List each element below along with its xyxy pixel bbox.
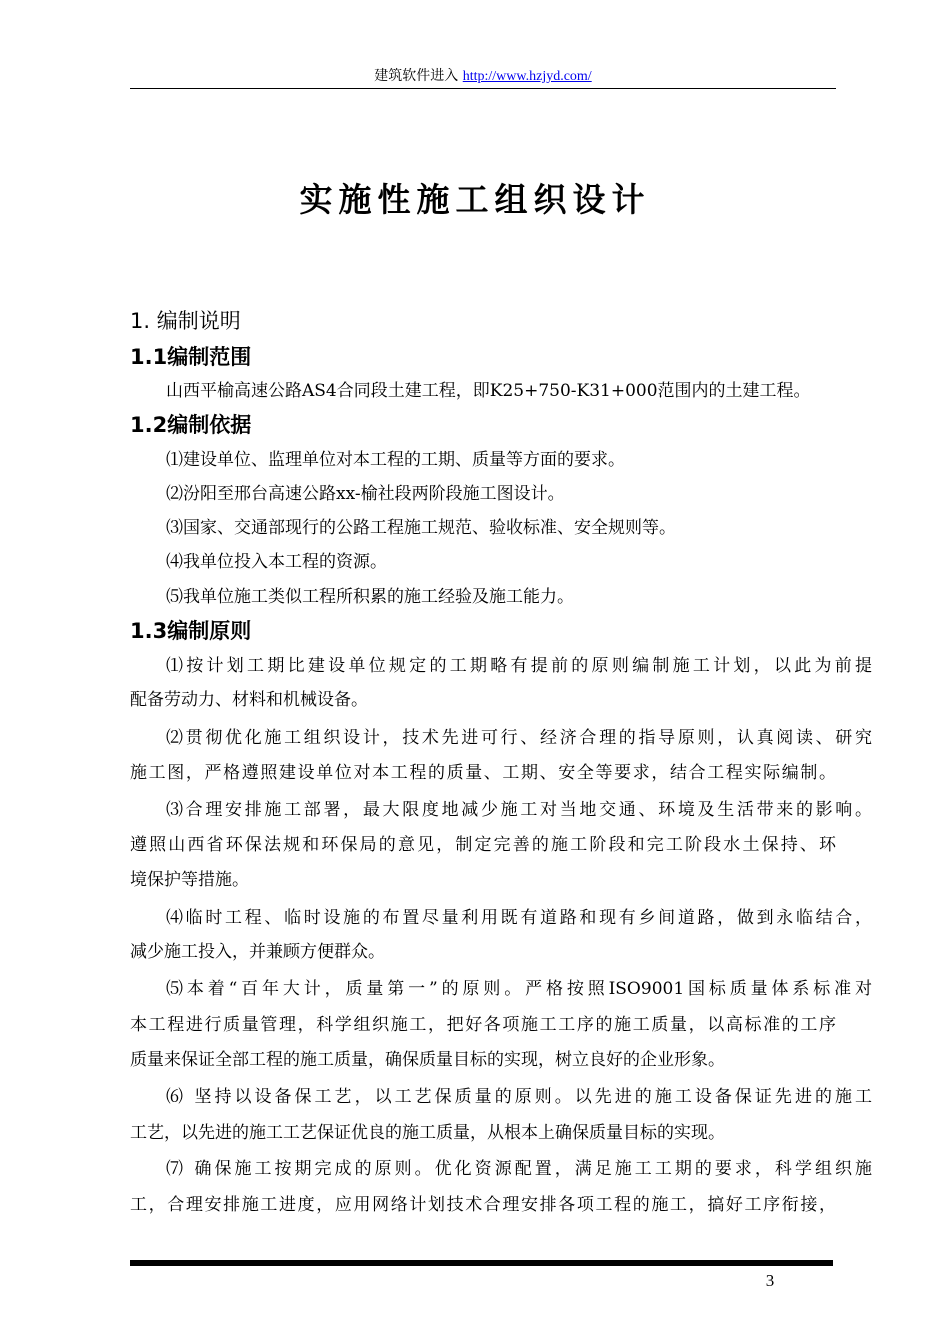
section-heading-1-1: 1.1编制范围 [130, 345, 252, 369]
paragraph-line: 配备劳动力、材料和机械设备。 [130, 690, 368, 710]
paragraph-line: 工艺，以先进的施工工艺保证优良的施工质量，从根本上确保质量目标的实现。 [130, 1123, 725, 1143]
header-link[interactable]: http://www.hzjyd.com/ [462, 69, 592, 84]
paragraph-line: 境保护等措施。 [130, 870, 249, 890]
paragraph-line: ⑹ 坚持以设备保工艺，以工艺保质量的原则。以先进的施工设备保证先进的施工 [166, 1087, 872, 1107]
page-header [130, 66, 836, 87]
paragraph-scope: 山西平榆高速公路AS4合同段土建工程，即K25+750-K31+000范围内的土建工程。 [166, 381, 811, 401]
paragraph-line: 遵照山西省环保法规和环保局的意见，制定完善的施工阶段和完工阶段水土保持、环 [130, 835, 836, 855]
paragraph-line: 质量来保证全部工程的施工质量，确保质量目标的实现，树立良好的企业形象。 [130, 1050, 725, 1070]
section-heading-1-3: 1.3编制原则 [130, 619, 252, 643]
list-item: ⑴建设单位、监理单位对本工程的工期、质量等方面的要求。 [166, 450, 625, 470]
paragraph-line: 本工程进行质量管理，科学组织施工，把好各项施工工序的施工质量，以高标准的工序 [130, 1015, 836, 1035]
header-divider [130, 88, 836, 89]
page-number: 3 [765, 1271, 775, 1290]
list-item: ⑵汾阳至邢台高速公路xx-榆社段两阶段施工图设计。 [166, 484, 565, 504]
footer-divider [130, 1260, 833, 1266]
paragraph-line: 施工图，严格遵照建设单位对本工程的质量、工期、安全等要求，结合工程实际编制。 [130, 763, 836, 783]
list-item: ⑸我单位施工类似工程所积累的施工经验及施工能力。 [166, 587, 574, 607]
paragraph-line: ⑺ 确保施工按期完成的原则。优化资源配置，满足施工工期的要求，科学组织施 [166, 1159, 872, 1179]
list-item: ⑶国家、交通部现行的公路工程施工规范、验收标准、安全规则等。 [166, 518, 676, 538]
document-title: 实施性施工组织设计 [299, 180, 651, 219]
section-heading-1-2: 1.2编制依据 [130, 413, 252, 437]
paragraph-line: ⑷临时工程、临时设施的布置尽量利用既有道路和现有乡间道路，做到永临结合， [166, 908, 872, 928]
paragraph-line: ⑶合理安排施工部署，最大限度地减少施工对当地交通、环境及生活带来的影响。 [166, 800, 872, 820]
paragraph-line: ⑵贯彻优化施工组织设计，技术先进可行、经济合理的指导原则，认真阅读、研究 [166, 728, 872, 748]
paragraph-line: 减少施工投入，并兼顾方便群众。 [130, 942, 385, 962]
header-prefix: 建筑软件进入 [374, 68, 459, 84]
paragraph-line: ⑴按计划工期比建设单位规定的工期略有提前的原则编制施工计划，以此为前提 [166, 656, 872, 676]
list-item: ⑷我单位投入本工程的资源。 [166, 552, 387, 572]
paragraph-line: ⑸本着“百年大计，质量第一”的原则。严格按照ISO9001国标质量体系标准对 [166, 979, 872, 999]
paragraph-line: 工，合理安排施工进度，应用网络计划技术合理安排各项工程的施工，搞好工序衔接， [130, 1195, 836, 1215]
section-heading-1: 1. 编制说明 [130, 309, 241, 333]
